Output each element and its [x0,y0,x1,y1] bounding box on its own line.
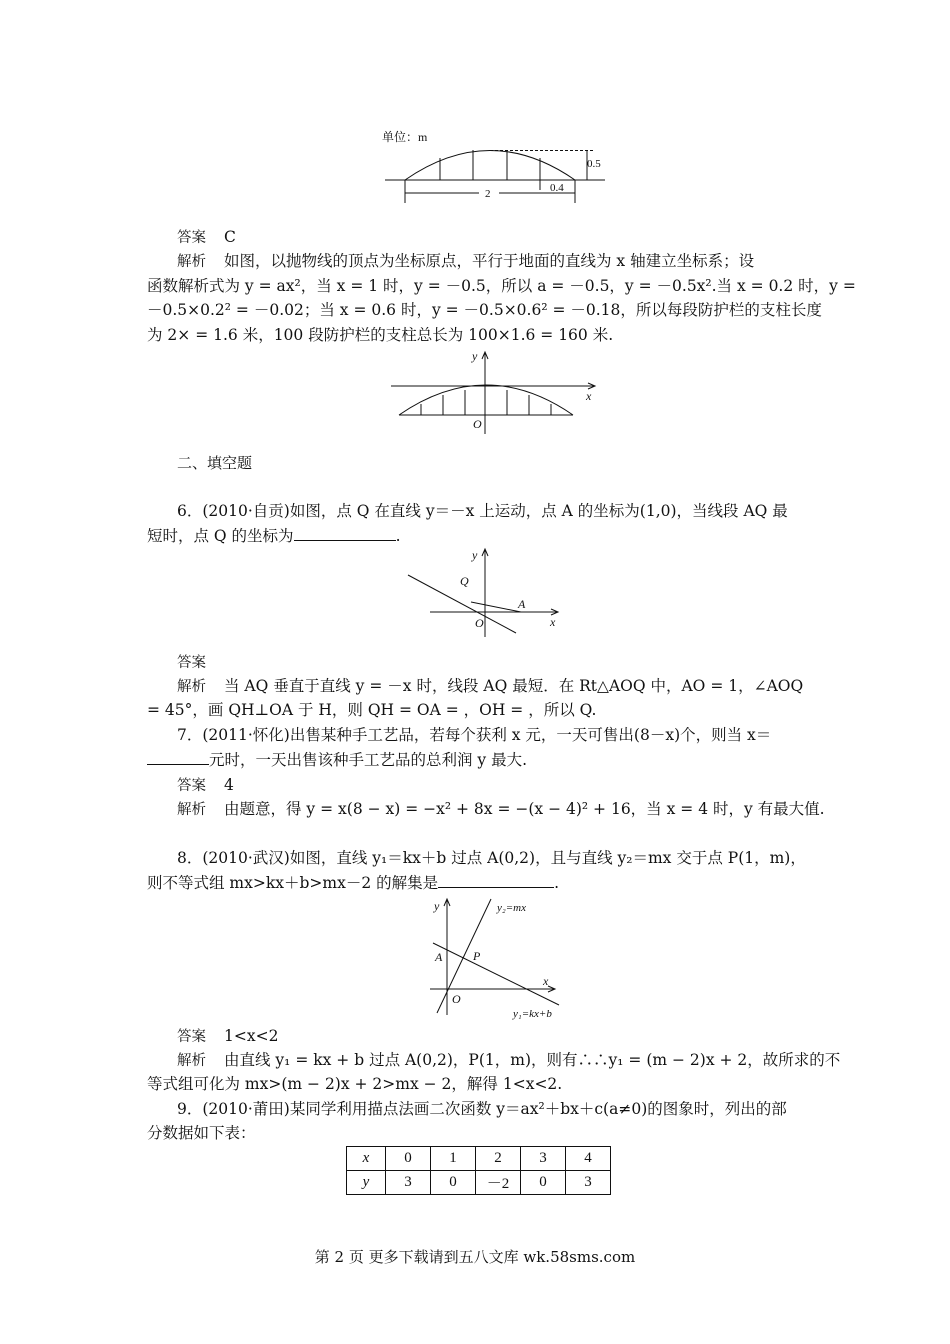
q8-y-label: y [434,899,440,913]
q8-answer-blank [438,873,554,888]
dim-offset: 0.4 [550,182,564,194]
dim-height: 0.5 [587,158,601,170]
table-cell: 1 [431,1147,476,1171]
table-cell: －2 [476,1171,521,1195]
q6-x-label: x [550,615,556,629]
table-header-x: x [347,1147,386,1171]
q6-line-2: 短时，点 Q 的坐标为 . [147,527,401,545]
table-cell: 3 [386,1171,431,1195]
q7-answer-blank [147,750,209,765]
table-cell: 3 [566,1171,611,1195]
table-cell: 3 [521,1147,566,1171]
q6-y-label: y [472,548,478,562]
q7-answer: 答案 4 [177,776,234,794]
table-cell: 4 [566,1147,611,1171]
q8-answer: 答案 1<x<2 [177,1027,279,1045]
q6-point-a-label: A [518,597,526,611]
parabola-y-label: y [472,349,478,363]
parabola-x-label: x [586,389,592,403]
bridge-figure [375,125,615,215]
q6-answer-blank [294,526,396,541]
q8-analysis-line-1: 解析 由直线 y₁ = kx + b 过点 A(0,2)，P(1，m)，则有∴∴y₁ = (m − 2)x + 2，故所求的不 [177,1051,841,1069]
table-row [347,1171,611,1195]
q8-line2-label: y₂=mx [497,902,526,914]
unit-label: 单位：m [382,130,428,144]
table-cell: 0 [386,1147,431,1171]
q7-line-2: 元时，一天出售该种手工艺品的总利润 y 最大. [147,748,807,772]
q8-x-label: x [543,974,549,988]
q5-analysis-line-3: －0.5×0.2² = －0.02；当 x = 0.6 时，y = －0.5×0.6² = －0.18，所以每段防护栏的支柱长度 [147,301,822,319]
q7-line-1: 7．(2011·怀化)出售某种手工艺品，若每个获利 x 元，一天可售出(8－x)个，则当 x＝ [177,726,772,744]
table-cell: 0 [521,1171,566,1195]
table-cell: 0 [431,1171,476,1195]
q6-analysis-line-1: 解析 当 AQ 垂直于直线 y = －x 时，线段 AQ 最短．在 Rt△AOQ 中，AO = 1，∠AOQ [177,677,804,695]
table-row [347,1147,611,1171]
q8-line1-label: y₁=kx+b [513,1008,552,1020]
table-cell: 2 [476,1147,521,1171]
q9-line-1: 9．(2010·莆田)某同学利用描点法画二次函数 y＝ax²＋bx＋c(a≠0)的图象时，列出的部 [177,1100,787,1118]
q5-analysis-line-1: 解析 如图，以抛物线的顶点为坐标原点，平行于地面的直线为 x 轴建立坐标系；设 [177,252,755,270]
q9-line-2: 分数据如下表： [147,1124,256,1142]
q9-data-table [346,1146,611,1195]
table-header-y: y [347,1171,386,1195]
q6-point-q-label: Q [460,574,469,588]
parabola-origin-label: O [473,417,482,431]
q5-answer: 答案 C [177,228,236,246]
q8-figure [425,895,575,1020]
q5-analysis-line-2: 函数解析式为 y = ax²，当 x = 1 时，y = －0.5，所以 a = －0.5，y = －0.5x².当 x = 0.2 时，y = [147,277,856,295]
q6-line-1: 6．(2010·自贡)如图，点 Q 在直线 y＝－x 上运动，点 A 的坐标为(1,0)，当线段 AQ 最 [177,502,788,520]
q8-point-p-label: P [473,949,481,963]
parabola-figure [383,348,608,438]
q8-line-2: 则不等式组 mx>kx＋b>mx－2 的解集是 . [147,874,560,892]
section-title: 二、填空题 [177,454,253,472]
q7-analysis: 解析 由题意，得 y = x(8 − x) = −x² + 8x = −(x − 4)² + 16，当 x = 4 时，y 有最大值. [177,800,825,818]
q5-analysis-line-4: 为 2× = 1.6 米，100 段防护栏的支柱总长为 100×1.6 = 160 米. [147,326,614,344]
q8-line-1: 8．(2010·武汉)如图，直线 y₁＝kx＋b 过点 A(0,2)，且与直线 y₂＝mx 交于点 P(1，m)， [177,849,806,867]
q8-analysis-line-2: 等式组可化为 mx>(m − 2)x + 2>mx − 2，解得 1<x<2. [147,1075,563,1093]
q6-answer: 答案 [177,655,206,671]
q8-point-a-label: A [435,950,443,964]
q6-analysis-line-2: = 45°，画 QH⊥OA 于 H，则 QH = OA = ，OH = ，所以 Q. [147,701,597,719]
q8-origin-label: O [452,992,461,1006]
page-footer: 第 2 页 更多下载请到五八文库 wk.58sms.com [314,1248,636,1266]
q6-figure [400,545,570,640]
q6-origin-label: O [475,616,484,630]
dim-span: 2 [485,188,491,200]
